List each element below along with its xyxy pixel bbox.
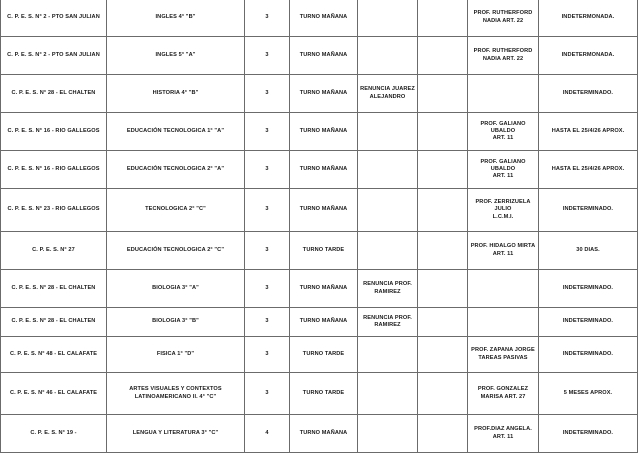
shift-cell: TURNO MAÑANA: [290, 189, 358, 232]
hours-cell: 3: [245, 373, 290, 415]
reason-cell: [358, 0, 418, 37]
school-cell: C. P. E. S. N° 2 - PTO SAN JULIAN: [1, 0, 107, 37]
table-row: [1, 415, 638, 453]
duration-cell: 30 DIAS.: [539, 232, 638, 270]
reason-cell: [358, 415, 418, 453]
extra-cell: [418, 373, 468, 415]
holder-cell: PROF. GONZALEZ MARISA ART. 27: [468, 373, 539, 415]
table-body: [1, 0, 638, 453]
subject-cell: TECNOLOGICA 2° "C": [107, 189, 245, 232]
extra-cell: [418, 337, 468, 373]
duration-cell: INDETERMINADO.: [539, 337, 638, 373]
shift-cell: TURNO MAÑANA: [290, 415, 358, 453]
shift-cell: TURNO TARDE: [290, 232, 358, 270]
extra-cell: [418, 37, 468, 75]
table-row: [1, 308, 638, 337]
holder-cell: PROF. GALIANO UBALDO ART. 11: [468, 151, 539, 189]
holder-cell: PROF. RUTHERFORD NADIA ART. 22: [468, 37, 539, 75]
hours-cell: 3: [245, 308, 290, 337]
holder-cell: PROF. HIDALGO MIRTA ART. 11: [468, 232, 539, 270]
subject-cell: EDUCACIÓN TECNOLOGICA 2° "A": [107, 151, 245, 189]
hours-cell: 3: [245, 113, 290, 151]
holder-cell: [468, 308, 539, 337]
hours-cell: 3: [245, 151, 290, 189]
table-row: [1, 337, 638, 373]
reason-cell: [358, 337, 418, 373]
holder-cell: [468, 75, 539, 113]
school-cell: C. P. E. S. N° 28 - EL CHALTEN: [1, 308, 107, 337]
shift-cell: TURNO TARDE: [290, 337, 358, 373]
extra-cell: [418, 151, 468, 189]
reason-cell: RENUNCIA PROF. RAMIREZ: [358, 270, 418, 308]
hours-cell: 3: [245, 0, 290, 37]
extra-cell: [418, 270, 468, 308]
holder-cell: [468, 270, 539, 308]
table-row: [1, 37, 638, 75]
subject-cell: EDUCACIÓN TECNOLOGICA 2° "C": [107, 232, 245, 270]
subject-cell: INGLES 5° "A": [107, 37, 245, 75]
reason-cell: RENUNCIA JUAREZ ALEJANDRO: [358, 75, 418, 113]
school-cell: C. P. E. S. N° 23 - RIO GALLEGOS: [1, 189, 107, 232]
table-row: [1, 151, 638, 189]
hours-cell: 3: [245, 189, 290, 232]
reason-cell: RENUNCIA PROF. RAMIREZ: [358, 308, 418, 337]
school-cell: C. P. E. S. N° 48 - EL CALAFATE: [1, 337, 107, 373]
extra-cell: [418, 0, 468, 37]
subject-cell: BIOLOGIA 3° "B": [107, 308, 245, 337]
reason-cell: [358, 151, 418, 189]
extra-cell: [418, 75, 468, 113]
shift-cell: TURNO MAÑANA: [290, 151, 358, 189]
shift-cell: TURNO TARDE: [290, 373, 358, 415]
extra-cell: [418, 113, 468, 151]
reason-cell: [358, 189, 418, 232]
table-row: [1, 113, 638, 151]
duration-cell: 5 MESES APROX.: [539, 373, 638, 415]
holder-cell: PROF. ZAPANA JORGE TAREAS PASIVAS: [468, 337, 539, 373]
shift-cell: TURNO MAÑANA: [290, 113, 358, 151]
table-row: [1, 232, 638, 270]
subject-cell: BIOLOGIA 3° "A": [107, 270, 245, 308]
reason-cell: [358, 373, 418, 415]
duration-cell: INDETERMINADO.: [539, 270, 638, 308]
subject-cell: INGLES 4° "B": [107, 0, 245, 37]
school-cell: C. P. E. S. N° 28 - EL CHALTEN: [1, 270, 107, 308]
duration-cell: INDETERMINADO.: [539, 308, 638, 337]
duration-cell: INDETERMINADO.: [539, 189, 638, 232]
shift-cell: TURNO MAÑANA: [290, 270, 358, 308]
duration-cell: INDETERMINADO.: [539, 75, 638, 113]
holder-cell: PROF.DIAZ ANGELA. ART. 11: [468, 415, 539, 453]
extra-cell: [418, 232, 468, 270]
subject-cell: EDUCACIÓN TECNOLOGICA 1° "A": [107, 113, 245, 151]
reason-cell: [358, 113, 418, 151]
shift-cell: TURNO MAÑANA: [290, 75, 358, 113]
duration-cell: HASTA EL 25/4/26 APROX.: [539, 113, 638, 151]
table-row: [1, 0, 638, 37]
shift-cell: TURNO MAÑANA: [290, 0, 358, 37]
school-cell: C. P. E. S. N° 46 - EL CALAFATE: [1, 373, 107, 415]
table-row: [1, 75, 638, 113]
table-row: [1, 189, 638, 232]
school-cell: C. P. E. S. N° 16 - RIO GALLEGOS: [1, 151, 107, 189]
extra-cell: [418, 189, 468, 232]
table-row: [1, 270, 638, 308]
subject-cell: ARTES VISUALES Y CONTEXTOS LATINOAMERICANO II. 4° "C": [107, 373, 245, 415]
hours-cell: 3: [245, 232, 290, 270]
table-row: [1, 373, 638, 415]
school-cell: C. P. E. S. N° 19 -: [1, 415, 107, 453]
hours-cell: 3: [245, 337, 290, 373]
hours-cell: 3: [245, 37, 290, 75]
holder-cell: PROF. GALIANO UBALDO ART. 11: [468, 113, 539, 151]
school-cell: C. P. E. S. N° 27: [1, 232, 107, 270]
holder-cell: PROF. RUTHERFORD NADIA ART. 22: [468, 0, 539, 37]
shift-cell: TURNO MAÑANA: [290, 37, 358, 75]
holder-cell: PROF. ZERRIZUELA JULIO L.C.M.I.: [468, 189, 539, 232]
duration-cell: INDETERMINADO.: [539, 415, 638, 453]
school-cell: C. P. E. S. N° 16 - RIO GALLEGOS: [1, 113, 107, 151]
school-cell: C. P. E. S. N° 2 - PTO SAN JULIAN: [1, 37, 107, 75]
hours-cell: 3: [245, 270, 290, 308]
school-cell: C. P. E. S. N° 28 - EL CHALTEN: [1, 75, 107, 113]
duration-cell: INDETERMONADA.: [539, 0, 638, 37]
reason-cell: [358, 37, 418, 75]
hours-cell: 3: [245, 75, 290, 113]
hours-cell: 4: [245, 415, 290, 453]
extra-cell: [418, 415, 468, 453]
subject-cell: HISTORIA 4° "B": [107, 75, 245, 113]
reason-cell: [358, 232, 418, 270]
extra-cell: [418, 308, 468, 337]
shift-cell: TURNO MAÑANA: [290, 308, 358, 337]
duration-cell: HASTA EL 25/4/26 APROX.: [539, 151, 638, 189]
subject-cell: LENGUA Y LITERATURA 3° "C": [107, 415, 245, 453]
subject-cell: FISICA 1° "D": [107, 337, 245, 373]
duration-cell: INDETERMONADA.: [539, 37, 638, 75]
